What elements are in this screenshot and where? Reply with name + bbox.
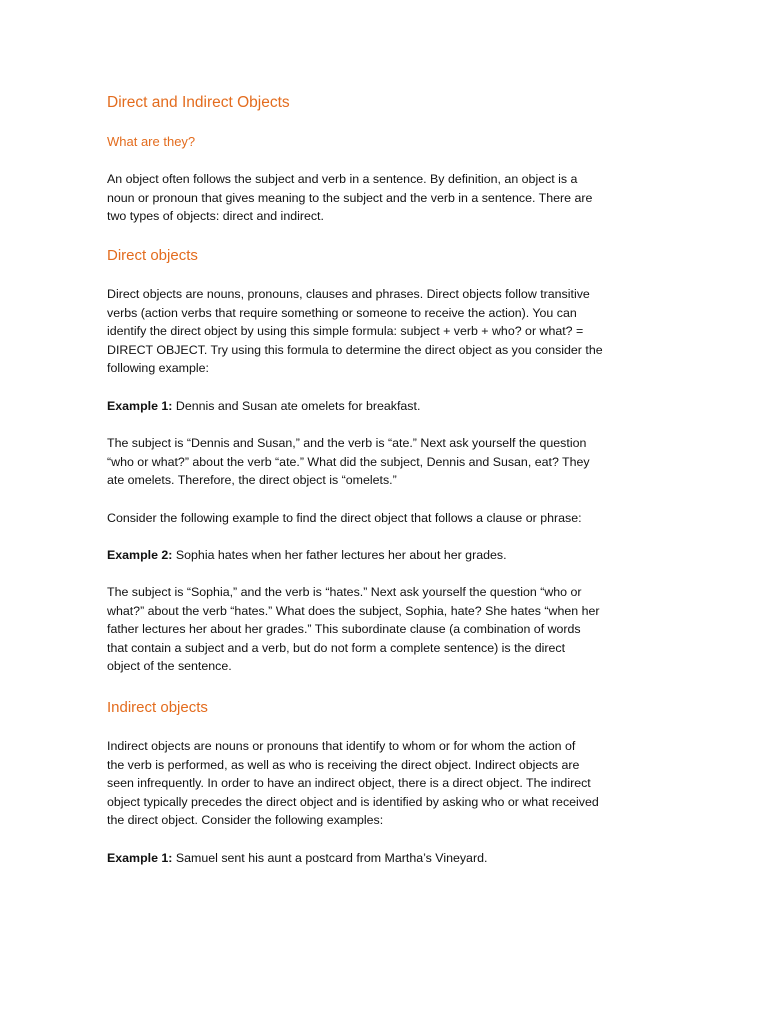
paragraph-line: what?” about the verb “hates.” What does the subject, Sophia, hate? She hates “when her [107, 603, 600, 618]
direct-explanation-2 [107, 583, 667, 676]
document-title: Direct and Indirect Objects [107, 94, 290, 111]
paragraph-line: verbs (action verbs that require something or someone to receive the action). You can [107, 305, 577, 320]
example-label: Example 1: [107, 399, 173, 413]
paragraph-line: following example: [107, 361, 209, 376]
intro-line: two types of objects: direct and indirect. [107, 209, 324, 224]
paragraph-line: The subject is “Dennis and Susan,” and the verb is “ate.” Next ask yourself the question [107, 436, 587, 450]
example-text: Dennis and Susan ate omelets for breakfast. [172, 399, 421, 413]
direct-example-2 [107, 546, 667, 565]
direct-objects-heading: Direct objects [107, 247, 198, 264]
direct-clause-intro [107, 509, 667, 528]
direct-example-1 [107, 397, 667, 416]
example-label: Example 1: [107, 851, 173, 865]
example-text: Samuel sent his aunt a postcard from Martha’s Vineyard. [172, 851, 488, 865]
paragraph-line: that contain a subject and a verb, but do not form a complete sentence) is the direct [107, 640, 566, 655]
paragraph-line: object typically precedes the direct object and is identified by asking who or what received [107, 794, 599, 809]
example-text: Sophia hates when her father lectures her about her grades. [172, 548, 507, 562]
paragraph-line: seen infrequently. In order to have an indirect object, there is a direct object. The indirect [107, 776, 591, 791]
paragraph-line: “who or what?” about the verb “ate.” What did the subject, Dennis and Susan, eat? They [107, 454, 590, 469]
paragraph-line: Consider the following example to find the direct object that follows a clause or phrase: [107, 511, 582, 525]
direct-objects-paragraph [107, 285, 667, 378]
paragraph-line: ate omelets. Therefore, the direct object is “omelets.” [107, 473, 397, 488]
section-subheading: What are they? [107, 134, 196, 149]
paragraph-line: identify the direct object by using this simple formula: subject + verb + who? or what? = [107, 324, 584, 339]
paragraph-line: the verb is performed, as well as who is receiving the direct object. Indirect objects are [107, 757, 580, 772]
paragraph-line: DIRECT OBJECT. Try using this formula to determine the direct object as you consider the [107, 342, 603, 357]
paragraph-line: the direct object. Consider the following examples: [107, 813, 384, 828]
paragraph-line: The subject is “Sophia,” and the verb is “hates.” Next ask yourself the question “who or [107, 585, 582, 599]
intro-paragraph [107, 170, 667, 226]
paragraph-line: Indirect objects are nouns or pronouns that identify to whom or for whom the action of [107, 739, 576, 753]
indirect-objects-paragraph [107, 737, 667, 830]
intro-line: noun or pronoun that gives meaning to the subject and the verb in a sentence. There are [107, 190, 593, 205]
indirect-objects-heading: Indirect objects [107, 699, 208, 716]
intro-line: An object often follows the subject and verb in a sentence. By definition, an object is a [107, 172, 578, 186]
paragraph-line: father lectures her about her grades.” This subordinate clause (a combination of words [107, 622, 581, 637]
direct-explanation-1 [107, 434, 667, 490]
paragraph-line: object of the sentence. [107, 659, 232, 674]
indirect-example-1 [107, 849, 667, 868]
paragraph-line: Direct objects are nouns, pronouns, clauses and phrases. Direct objects follow transitive [107, 287, 590, 301]
example-label: Example 2: [107, 548, 173, 562]
